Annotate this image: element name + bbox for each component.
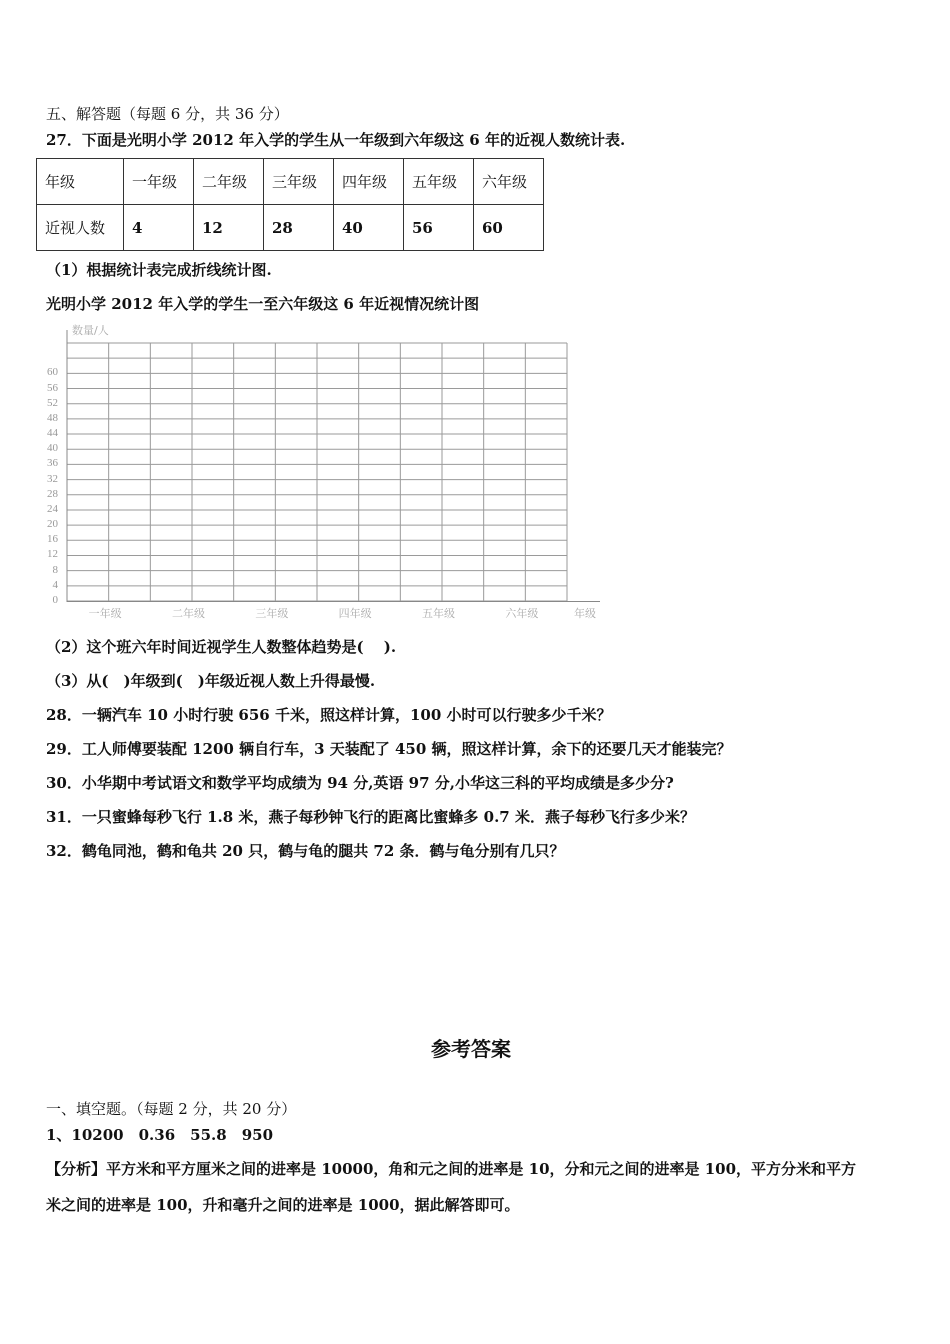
x-tick-label: 三年级 xyxy=(255,607,289,620)
y-tick-label: 24 xyxy=(47,502,58,515)
table-header-cell: 二年级 xyxy=(194,159,264,205)
myopia-stats-table xyxy=(36,158,544,251)
sub-question-2: （2）这个班六年时间近视学生人数整体趋势是( ). xyxy=(46,638,397,656)
table-header-label: 年级 xyxy=(37,159,124,205)
table-row xyxy=(37,205,544,251)
y-tick-label: 4 xyxy=(52,578,58,591)
y-tick-label: 56 xyxy=(47,381,58,394)
question-30: 30．小华期中考试语文和数学平均成绩为 94 分,英语 97 分,小华这三科的平均成绩是多少分? xyxy=(46,774,674,792)
table-header-cell: 六年级 xyxy=(474,159,544,205)
table-header-cell: 五年级 xyxy=(404,159,474,205)
y-tick-label: 40 xyxy=(47,442,58,455)
answer-1: 1、10200 0.36 55.8 950 xyxy=(46,1126,273,1144)
y-axis-title: 数量/人 xyxy=(72,324,109,337)
y-tick-label: 16 xyxy=(47,533,58,546)
chart-grid-svg xyxy=(0,0,950,640)
y-tick-label: 44 xyxy=(47,427,58,440)
table-cell: 40 xyxy=(334,205,404,251)
answers-section-heading: 一、填空题。（每题 2 分，共 20 分） xyxy=(46,1100,297,1118)
question-27: 27．下面是光明小学 2012 年入学的学生从一年级到六年级这 6 年的近视人数统计表. xyxy=(46,131,626,149)
y-tick-label: 32 xyxy=(47,472,58,485)
analysis-line-1: 【分析】平方米和平方厘米之间的进率是 10000，角和元之间的进率是 10，分和元之间的进率是 100，平方分米和平方 xyxy=(46,1160,857,1178)
y-tick-label: 60 xyxy=(47,366,58,379)
table-cell: 12 xyxy=(194,205,264,251)
question-32: 32．鹤龟同池，鹤和龟共 20 只，鹤与龟的腿共 72 条．鹤与龟分别有几只？ xyxy=(46,842,565,860)
analysis-line-2: 米之间的进率是 100，升和毫升之间的进率是 1000，据此解答即可。 xyxy=(46,1196,520,1214)
x-axis-title: 年级 xyxy=(574,607,596,620)
y-tick-label: 52 xyxy=(47,396,58,409)
section-heading: 五、解答题（每题 6 分，共 36 分） xyxy=(46,105,289,123)
sub-question-1: （1）根据统计表完成折线统计图. xyxy=(46,261,272,279)
y-tick-label: 12 xyxy=(47,548,58,561)
x-tick-label: 四年级 xyxy=(338,607,372,620)
table-row-label: 近视人数 xyxy=(37,205,124,251)
y-tick-label: 20 xyxy=(47,518,58,531)
table-cell: 60 xyxy=(474,205,544,251)
chart-title: 光明小学 2012 年入学的学生一至六年级这 6 年近视情况统计图 xyxy=(46,295,480,313)
x-tick-label: 六年级 xyxy=(505,607,539,620)
question-29: 29．工人师傅要装配 1200 辆自行车，3 天装配了 450 辆，照这样计算，余下的还要几天才能装完？ xyxy=(46,740,732,758)
x-tick-label: 二年级 xyxy=(172,607,205,620)
question-31: 31．一只蜜蜂每秒飞行 1.8 米，燕子每秒钟飞行的距离比蜜蜂多 0.7 米．燕子每秒飞行多少米？ xyxy=(46,808,695,826)
table-header-cell: 四年级 xyxy=(334,159,404,205)
y-tick-label: 36 xyxy=(47,457,58,470)
table-cell: 4 xyxy=(124,205,194,251)
x-tick-label: 五年级 xyxy=(422,607,455,620)
y-tick-label: 28 xyxy=(47,487,58,500)
table-header-row xyxy=(37,159,544,205)
answers-title: 参考答案 xyxy=(431,1037,511,1061)
y-tick-label: 48 xyxy=(47,411,58,424)
table-cell: 56 xyxy=(404,205,474,251)
table-header-cell: 三年级 xyxy=(264,159,334,205)
question-28: 28．一辆汽车 10 小时行驶 656 千米，照这样计算，100 小时可以行驶多少千米？ xyxy=(46,706,612,724)
table-header-cell: 一年级 xyxy=(124,159,194,205)
y-tick-label: 0 xyxy=(52,594,58,606)
x-tick-label: 一年级 xyxy=(88,607,122,620)
table-cell: 28 xyxy=(264,205,334,251)
sub-question-3: （3）从( )年级到( )年级近视人数上升得最慢. xyxy=(46,672,376,690)
y-tick-label: 8 xyxy=(52,563,58,576)
